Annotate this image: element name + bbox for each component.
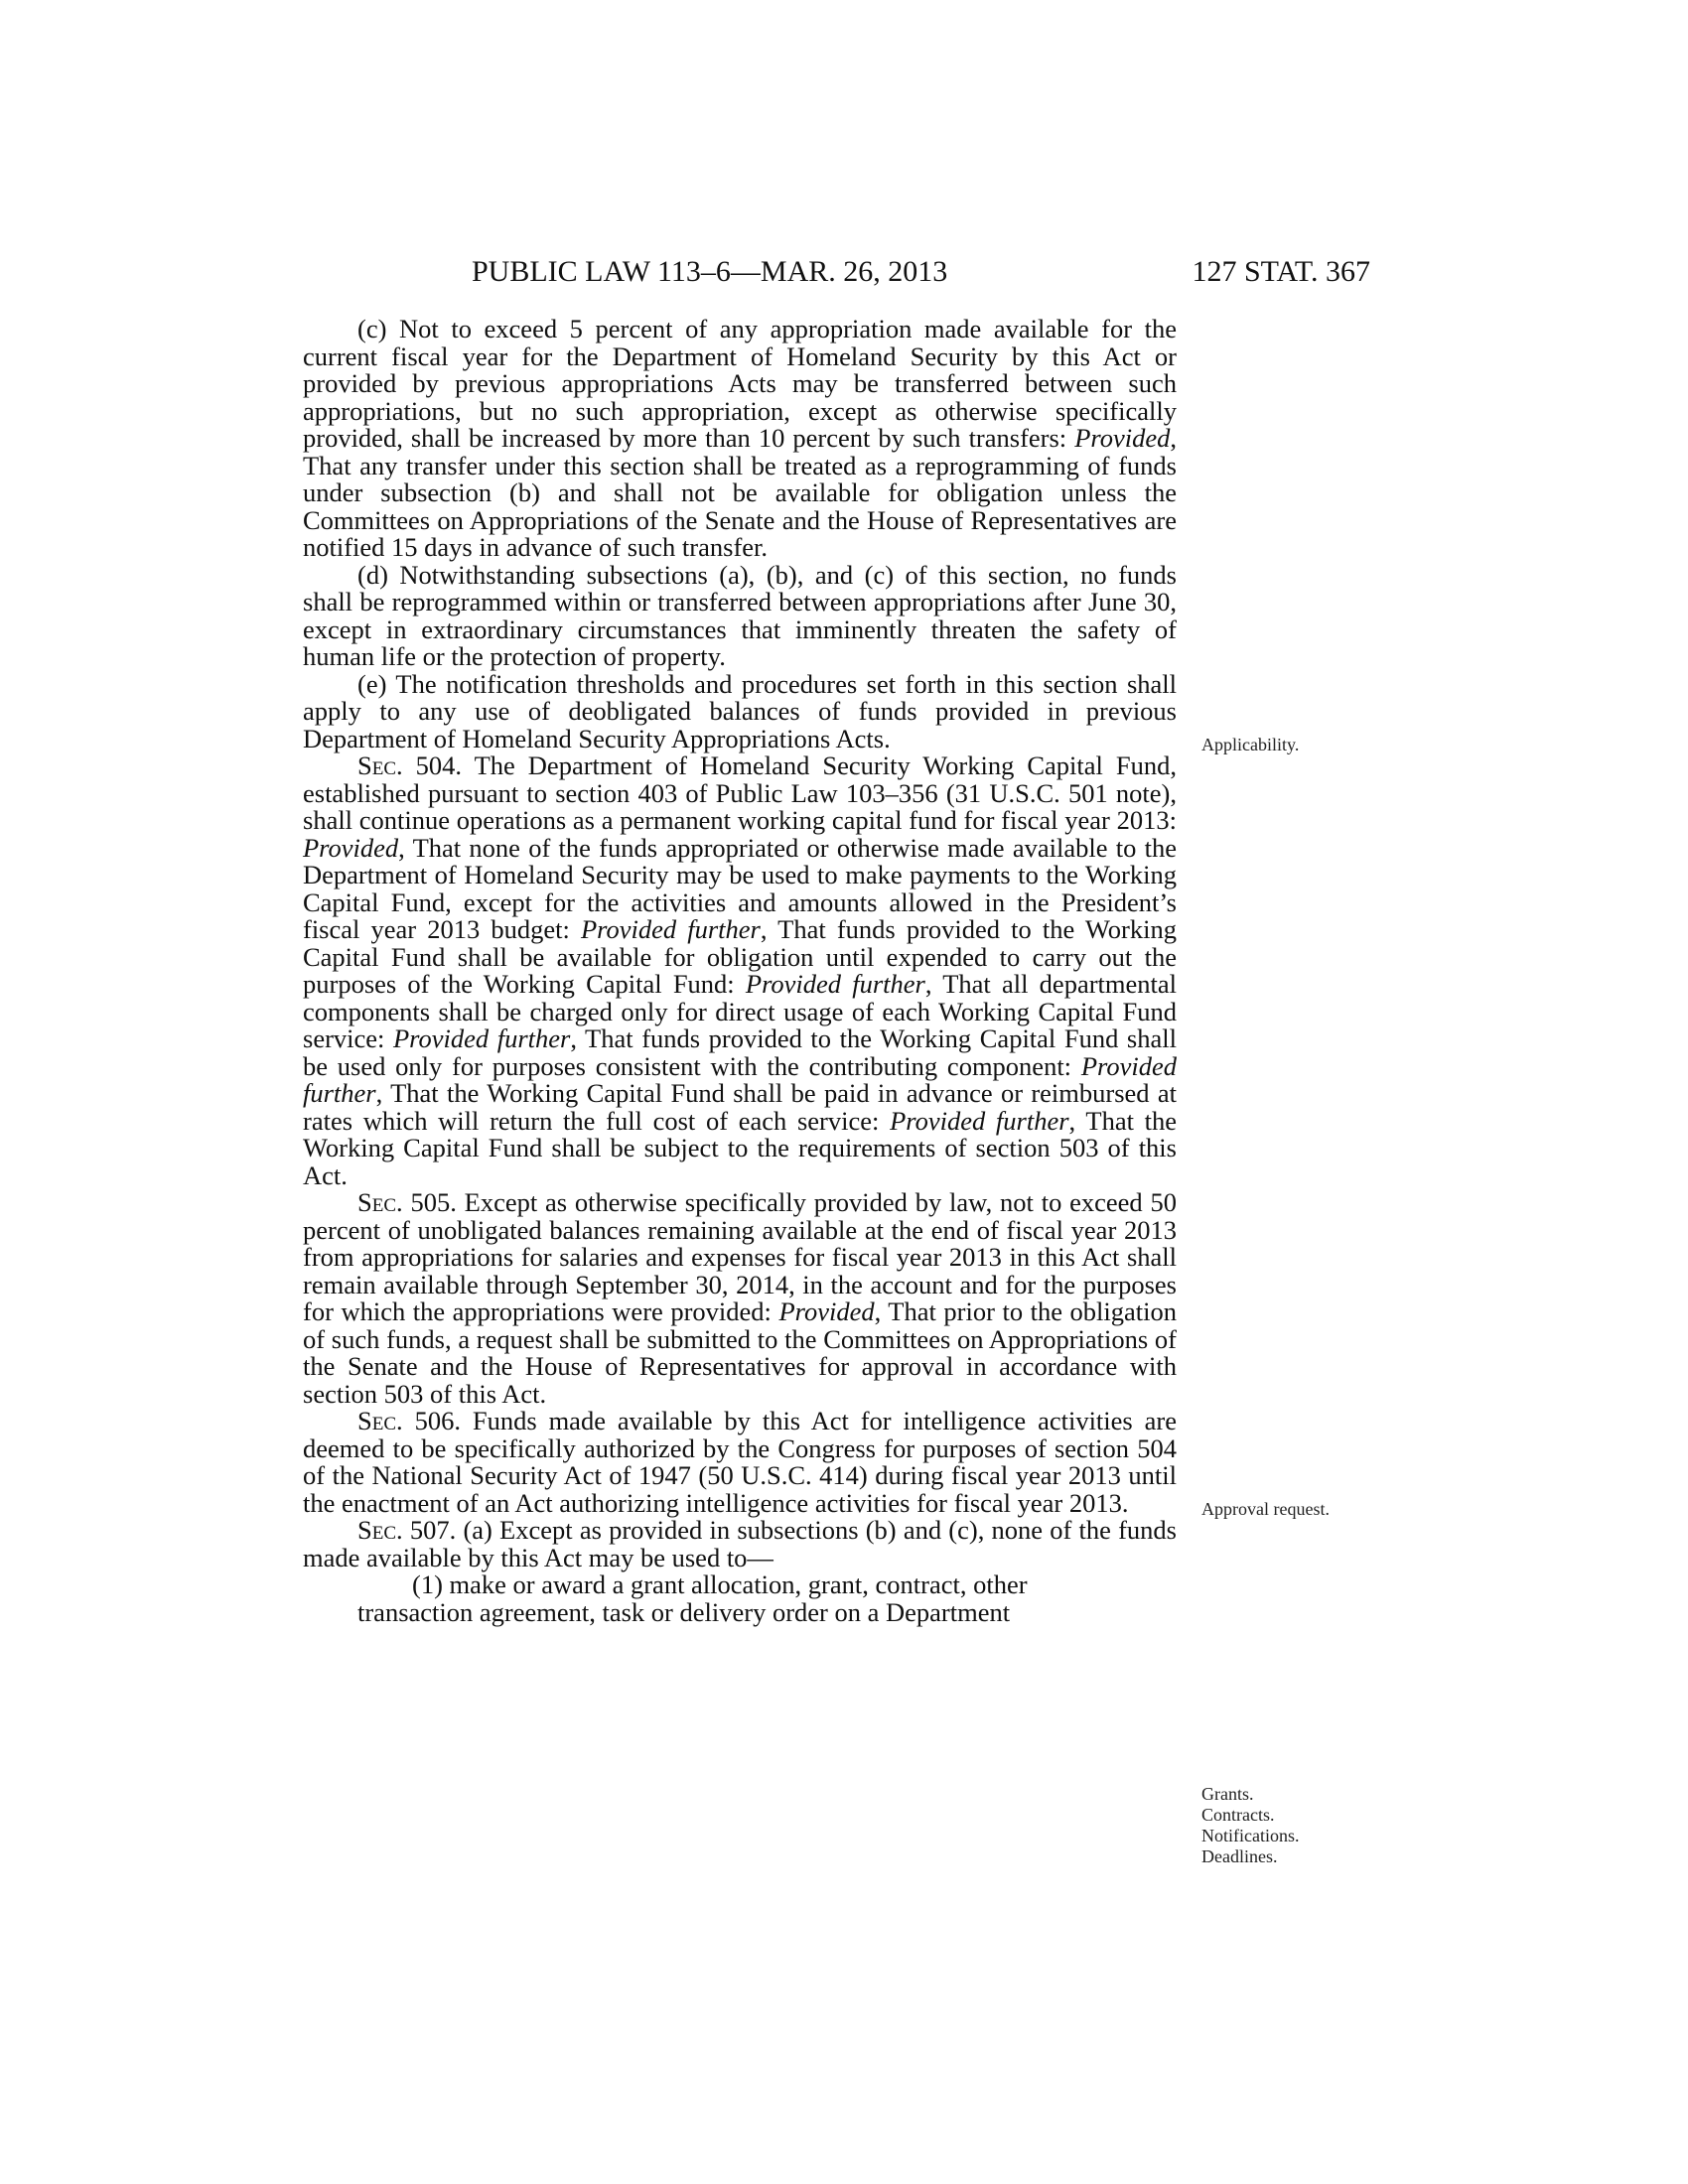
body-text (303, 316, 1177, 1626)
margin-note-contracts: Contracts. (1201, 1805, 1275, 1825)
section-507: Sec. 507. (a) Except as provided in subsections (b) and (c), none of the funds made available by this Act may be used to— (303, 1515, 1177, 1572)
page-header (472, 252, 1370, 292)
section-506: Sec. 506. Funds made available by this Act for intelligence activities are deemed to be specifically authorized by the Congress for purposes of section 504 of the National Security Act of 1947 (50 U.S.C. 414) during fiscal year 2013 until the enactment of an Act authorizing intelligence activities for fiscal year 2013. (303, 1406, 1177, 1518)
margin-note-deadlines: Deadlines. (1201, 1846, 1278, 1866)
paragraph-c: (c) Not to exceed 5 percent of any appropriation made available for the current fiscal year for the Department of Homeland Security by this Act or provided by previous appropriations Acts may be transferred between such appropriations, but no such appropriation, except as otherwise specifically provided, shall be increased by more than 10 percent by such transfers: Provided, That any transfer under this section shall be treated as a reprogramming of funds under subsection (b) and shall not be available for obligation unless the Committees on Appropriations of the Senate and the House of Representatives are notified 15 days in advance of such transfer. (303, 314, 1177, 562)
paragraph-e: (e) The notification thresholds and procedures set forth in this section shall apply to any use of deobligated balances of funds provided in previous Department of Homeland Security Appropriations Acts. (303, 668, 1177, 753)
margin-note-notifications: Notifications. (1201, 1826, 1300, 1845)
margin-note-grants-group (1201, 1784, 1400, 1867)
section-504: Sec. 504. The Department of Homeland Security Working Capital Fund, established pursuant to section 403 of Public Law 103–356 (31 U.S.C. 501 note), shall continue operations as a permanent working capital fund for fiscal year 2013: Provided, That none of the funds appropriated or otherwise made available to the Department of Homeland Security may be used to make payments to the Working Capital Fund, except for the activities and amounts allowed in the President’s fiscal year 2013 budget: Provided further, That funds provided to the Working Capital Fund shall be available for obligation until expended to carry out the purposes of the Working Capital Fund: Provided further, That all departmental components shall be charged only for direct usage of each Working Capital Fund service: Provided further, That funds provided to the Working Capital Fund shall be used only for purposes consistent with the contributing component: Provided further, That the Working Capital Fund shall be paid in advance or reimbursed at rates which will return the full cost of each service: Provided further, That the Working Capital Fund shall be subject to the requirements of section 503 of this Act. (303, 751, 1178, 1190)
section-505: Sec. 505. Except as otherwise specifically provided by law, not to exceed 50 percent of unobligated balances remaining available at the end of fiscal year 2013 from appropriations for salaries and expenses for fiscal year 2013 in this Act shall remain available through September 30, 2014, in the account and for the purposes for which the appropriations were provided: Provided, That prior to the obligation of such funds, a request shall be submitted to the Committees on Appropriations of the Senate and the House of Representatives for approval in accordance with section 503 of this Act. (303, 1187, 1177, 1409)
section-507-item-1: (1) make or award a grant allocation, grant, contract, other transaction agreement, task or delivery order on a Department (357, 1570, 1028, 1627)
margin-note-applicability: Applicability. (1201, 735, 1300, 754)
margin-note-grants: Grants. (1201, 1784, 1254, 1804)
paragraph-d: (d) Notwithstanding subsections (a), (b), and (c) of this section, no funds shall be reprogrammed within or transferred between appropriations after June 30, except in extraordinary circumstances that imminently threaten the safety of human life or the protection of property. (303, 559, 1177, 671)
running-head-law: PUBLIC LAW 113–6—MAR. 26, 2013 (472, 255, 948, 288)
margin-note-approval-request: Approval request. (1201, 1499, 1330, 1519)
page-stat-number: 127 STAT. 367 (1192, 255, 1370, 288)
